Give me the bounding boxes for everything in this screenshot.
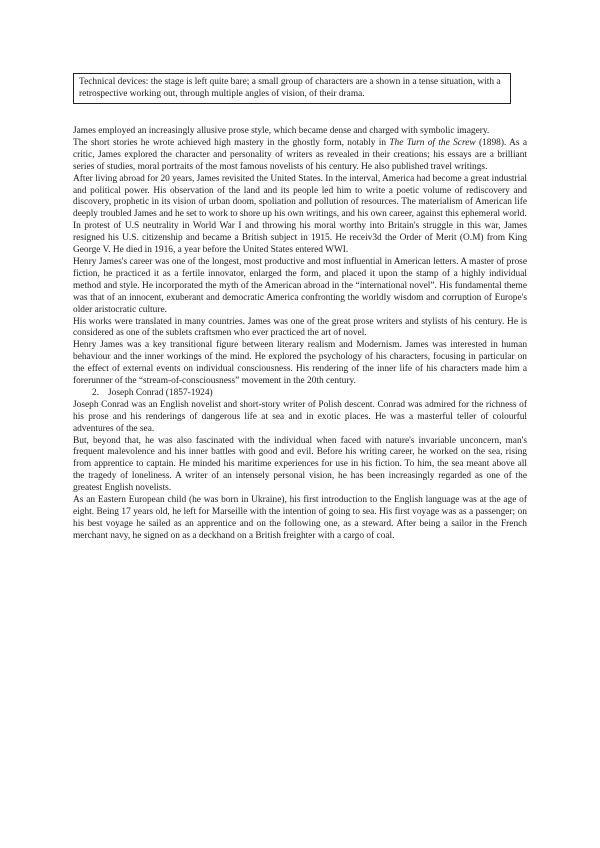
paragraph-conrad-early-life: As an Eastern European child (he was born in Ukraine), his first introduction to the English language was at the age of eight. Being 17 years old, he left for Marseille with the intention of going to sea. His first voyage was as a passenger; on his best voyage he sailed as an apprentice and on the following one, as a steward. After being a sailor in the French merchant navy, he signed on as a deckhand on a British freighter with a cargo of coal.	[73, 495, 527, 541]
paragraph-return-to-us: After living abroad for 20 years, James revisited the United States. In the interval, America had become a great industrial and political power. His observation of the land and its people led him to write a poetic volume of rediscovery and discovery, prophetic in its vision of urban doom, spoliation and pollution of resources. The materialism of American life deeply troubled James and he set to work to shore up his own writings, and his own career, against this ephemeral world.	[73, 173, 528, 220]
paragraph-short-stories-rest: (1898). As a critic, James explored the character and personality of writers as revealed in their creations; his essays are a brilliant series of studies, moral portraits of the most famous novelists of his century. He also published travel writings.	[73, 137, 527, 172]
technical-devices-note	[73, 73, 511, 104]
section-title: Joseph Conrad (1857-1924)	[108, 387, 213, 398]
paragraph-british-citizenship: In protest of U.S neutrality in World War I and throwing his moral worthy into Britain's struggle in this war, James resigned his U.S. citizenship and became a British subject in 1915. He receiv3d the Order of Merit (O.M) from King George V. He died in 1916, a year before the United States entered WWI.	[73, 221, 527, 256]
work-title-turn-of-the-screw: The Turn of the Screw	[389, 137, 476, 148]
paragraph-transitional-figure: Henry James was a key transitional figure between literary realism and Modernism. James was interested in human behaviour and the inner workings of the mind. He explored the psychology of his characters, focusing in particular on the effect of external events on individual consciousness. His rendering of the inner life of his characters made him a forerunner of the “stream-of-consciousness” movement in the 20th century.	[73, 340, 527, 387]
paragraph-short-stories-lead: The short stories he wrote achieved high mastery in the ghostly form, notably in	[73, 137, 390, 148]
paragraph-translations: His works were translated in many countries. James was one of the great prose writers and stylists of his century. He is considered as one of the sublets craftsmen who ever practiced the art of novel.	[73, 316, 527, 339]
body-text	[73, 126, 527, 543]
section-heading	[73, 388, 527, 400]
section-number: 2.	[92, 387, 100, 398]
paragraph-conrad-themes: But, beyond that, he was also fascinated with the individual when faced with nature's invariable unconcern, man's frequent malevolence and his inner battles with good and evil. Before his writing career, he worked on the sea, rising from apprentice to captain. He minded his maritime experiences for use in his fiction. To him, the sea meant above all the tragedy of loneliness. A writer of an intensely personal vision, he has been increasingly regarded as one of the greatest English novelists.	[73, 435, 527, 494]
paragraph-career: Henry James's career was one of the longest, most productive and most influential in American letters. A master of prose fiction, he practiced it as a fertile innovator, enlarged the form, and placed it upon the stamp of a highly individual method and style. He incorporated the myth of the American abroad in the “international novel”. His fundamental theme was that of an innocent, exuberant and democratic America confronting the worldly wisdom and corruption of Europe's older aristocratic culture.	[73, 256, 527, 315]
paragraph-conrad-intro: Joseph Conrad was an English novelist and short-story writer of Polish descent. Conrad was admired for the richness of his prose and his renderings of dangerous life at sea and in exotic places. He was a masterful teller of colourful adventures of the sea.	[73, 399, 527, 434]
paragraph-short-stories	[73, 138, 527, 174]
paragraph-prose-style: James employed an increasingly allusive prose style, which became dense and charged with symbolic imagery.	[73, 126, 490, 136]
note-text: Technical devices: the stage is left quite bare; a small group of characters are a shown in a tense situation, with a retrospective working out, through multiple angles of vision, of their drama.	[79, 77, 501, 99]
